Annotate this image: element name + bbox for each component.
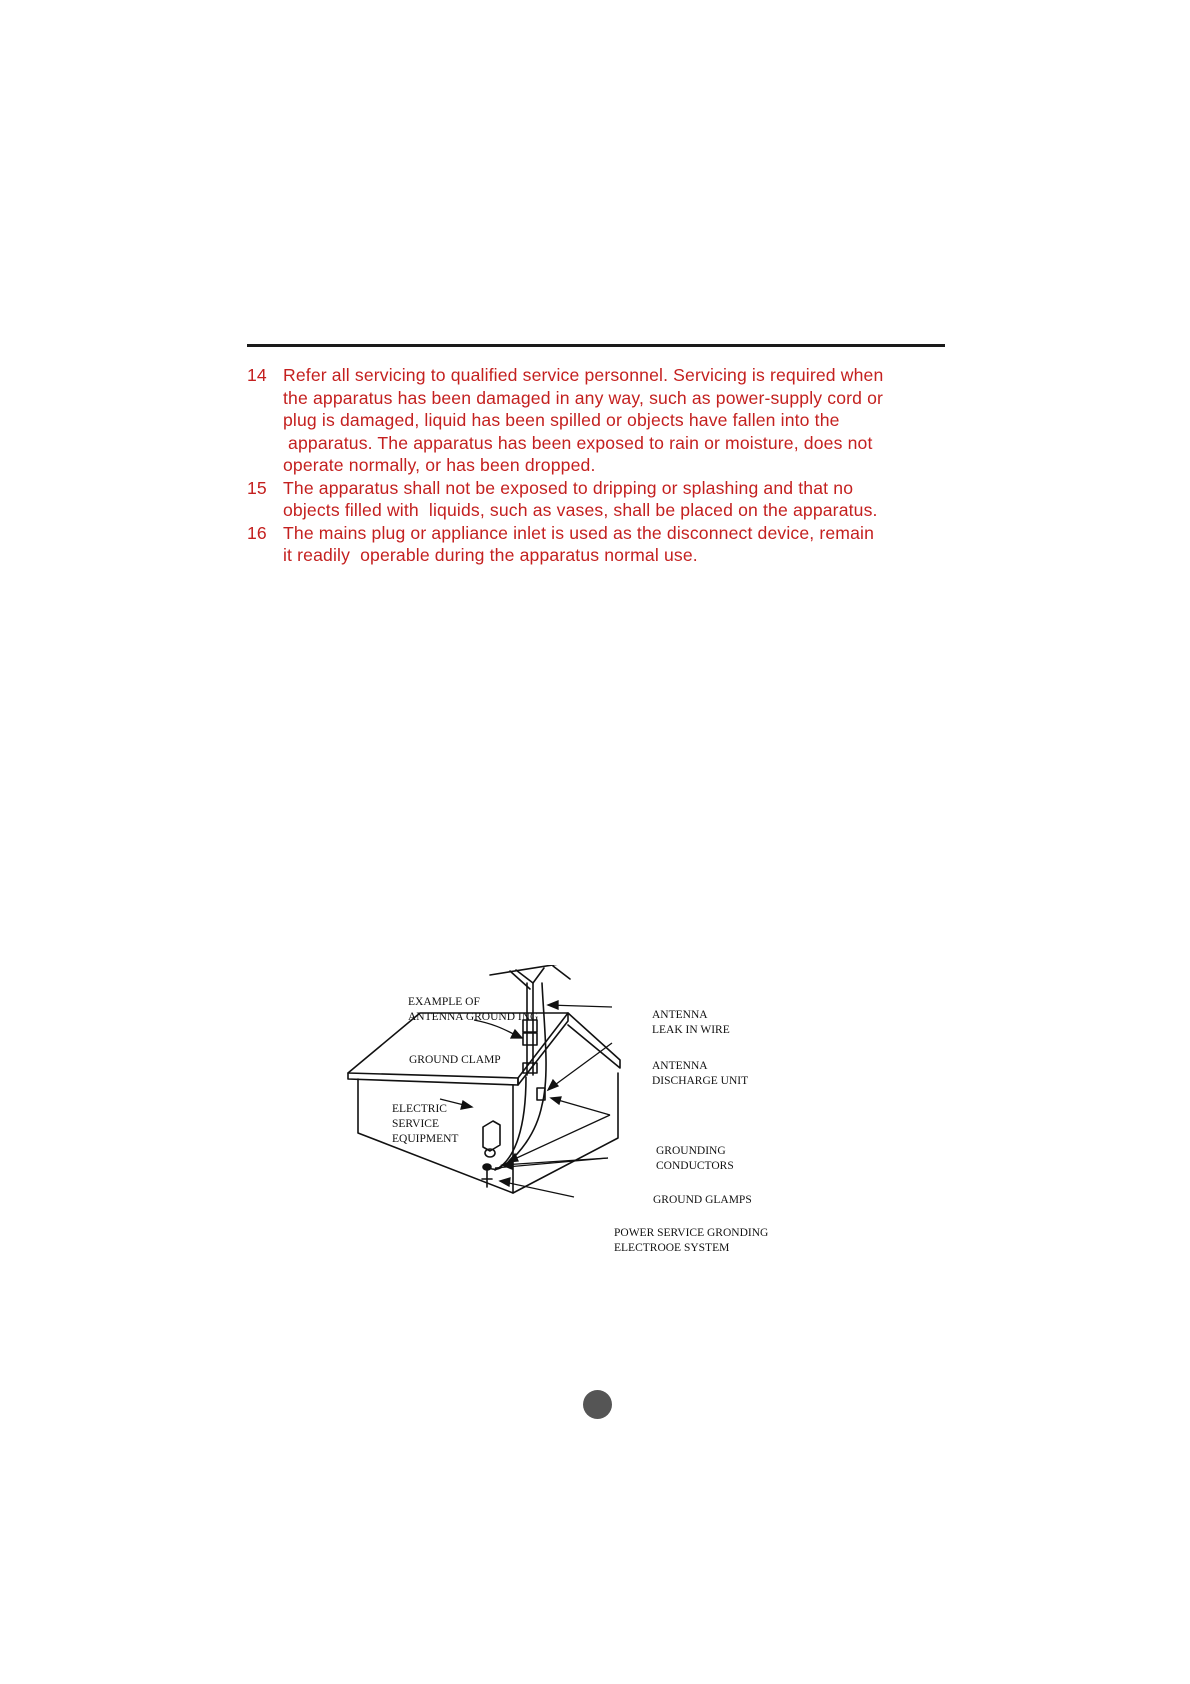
item-text-line: operate normally, or has been dropped.	[283, 455, 596, 475]
diagram-label: ANTENNA GROUND ING	[408, 1011, 539, 1023]
item-text-line: The mains plug or appliance inlet is used as the disconnect device, remain	[283, 522, 875, 543]
section-divider	[247, 344, 945, 347]
item-text-line: Refer all servicing to qualified service personnel. Servicing is required when	[283, 365, 884, 385]
item-text-line: objects filled with liquids, such as vases, shall be placed on the apparatus.	[283, 500, 878, 520]
diagram-label: ELECTRIC	[392, 1103, 447, 1115]
item-number: 14	[247, 365, 267, 385]
safety-instructions-list	[247, 364, 967, 567]
instruction-item-15	[247, 477, 967, 522]
diagram-label: GROUND GLAMPS	[653, 1194, 752, 1206]
house-drawing	[348, 965, 620, 1193]
diagram-label: CONDUCTORS	[656, 1160, 734, 1172]
item-text-line: plug is damaged, liquid has been spilled or objects have fallen into the	[283, 410, 840, 430]
instruction-item-16	[247, 522, 967, 567]
diagram-label: EXAMPLE OF	[408, 996, 480, 1008]
diagram-label: SERVICE	[392, 1118, 439, 1130]
diagram-label: ANTENNA	[652, 1060, 708, 1072]
instruction-item-14	[247, 364, 967, 477]
diagram-label: ELECTROOE SYSTEM	[614, 1242, 730, 1254]
diagram-label: ANTENNA	[652, 1009, 708, 1021]
item-text-line: apparatus. The apparatus has been exposed to rain or moisture, does not	[283, 432, 873, 453]
item-text-line: the apparatus has been damaged in any way, such as power-supply cord or	[283, 387, 884, 408]
antenna-grounding-diagram	[330, 965, 810, 1265]
page-number-marker	[583, 1390, 612, 1419]
item-number: 15	[247, 477, 267, 498]
item-text-line: The apparatus shall not be exposed to dripping or splashing and that no	[283, 477, 854, 498]
diagram-label: GROUND CLAMP	[409, 1054, 501, 1066]
item-text-line: it readily operable during the apparatus normal use.	[283, 545, 698, 565]
diagram-label: POWER SERVICE GRONDING	[614, 1227, 769, 1239]
item-number: 16	[247, 522, 267, 543]
diagram-label: EQUIPMENT	[392, 1133, 459, 1145]
diagram-label: GROUNDING	[656, 1145, 726, 1157]
diagram-label: LEAK IN WIRE	[652, 1024, 730, 1036]
diagram-label: DISCHARGE UNIT	[652, 1075, 749, 1087]
